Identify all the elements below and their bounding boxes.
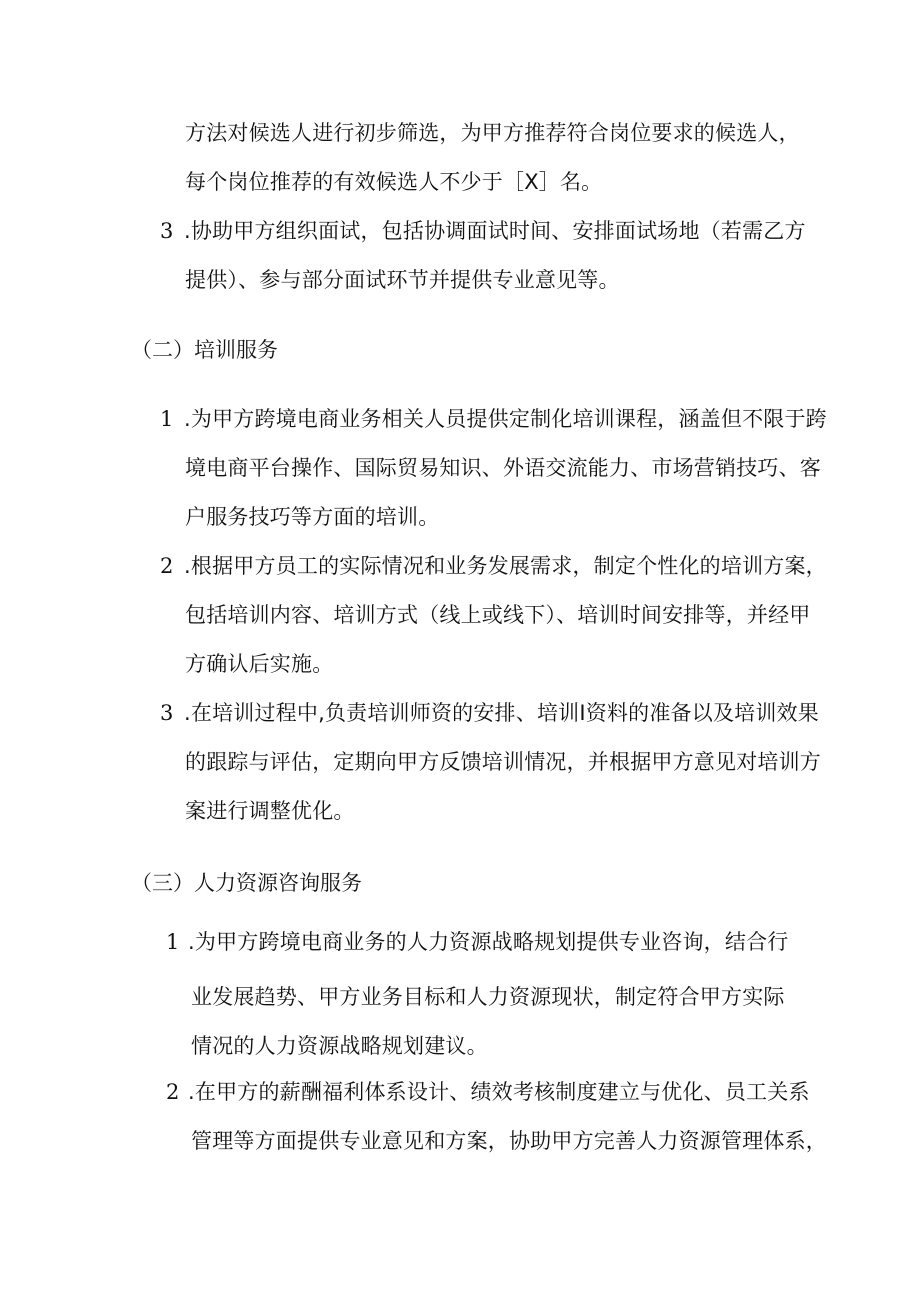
list-item-text: .在培训过程中,负责培训师资的安排、培训I资料的准备以及培训效果 bbox=[184, 701, 819, 725]
list-item-text: .协助甲方组织面试，包括协调面试时间、安排面试场地（若需乙方 bbox=[184, 219, 806, 243]
paragraph-line: 每个岗位推荐的有效候选人不少于［X］名。 bbox=[185, 170, 603, 194]
list-item-text: 户服务技巧等方面的培训。 bbox=[185, 505, 440, 529]
paragraph-line: 方法对候选人进行初步筛选，为甲方推荐符合岗位要求的候选人， bbox=[185, 121, 800, 145]
list-item-text: 案进行调整优化。 bbox=[185, 799, 355, 823]
section-heading: （三）人力资源咨询服务 bbox=[131, 871, 362, 895]
list-item-text: 境电商平台操作、国际贸易知识、外语交流能力、市场营销技巧、客 bbox=[185, 456, 821, 480]
list-item-text: 情况的人力资源战略规划建议。 bbox=[191, 1034, 488, 1058]
list-item-text: .根据甲方员工的实际情况和业务发展需求，制定个性化的培训方案， bbox=[184, 554, 827, 578]
list-item-text: 的跟踪与评估，定期向甲方反馈培训情况，并根据甲方意见对培训方 bbox=[185, 750, 821, 774]
list-item-text: .在甲方的薪酬福利体系设计、绩效考核制度建立与优化、员工关系 bbox=[188, 1080, 810, 1104]
list-item-text: 包括培训内容、培训方式（线上或线下）、培训时间安排等，并经甲 bbox=[185, 603, 811, 627]
list-item-text: 提供）、参与部分面试环节并提供专业意见等。 bbox=[185, 268, 620, 292]
list-number: 3 bbox=[160, 701, 174, 725]
list-item-text: .为甲方跨境电商业务相关人员提供定制化培训课程，涵盖但不限于跨 bbox=[184, 407, 827, 431]
list-number: 2 bbox=[160, 554, 174, 578]
list-item-text: 方确认后实施。 bbox=[185, 652, 334, 676]
list-item-text: .为甲方跨境电商业务的人力资源战略规划提供专业咨询，结合行 bbox=[188, 930, 789, 954]
list-number: 2 bbox=[166, 1080, 180, 1104]
list-number: 1 bbox=[166, 930, 180, 954]
list-item-text: 管理等方面提供专业意见和方案，协助甲方完善人力资源管理体系， bbox=[191, 1129, 827, 1153]
list-item-text: 业发展趋势、甲方业务目标和人力资源现状，制定符合甲方实际 bbox=[191, 985, 785, 1009]
list-number: 3 bbox=[160, 219, 174, 243]
list-number: 1 bbox=[160, 407, 174, 431]
section-heading: （二）培训服务 bbox=[131, 338, 278, 362]
